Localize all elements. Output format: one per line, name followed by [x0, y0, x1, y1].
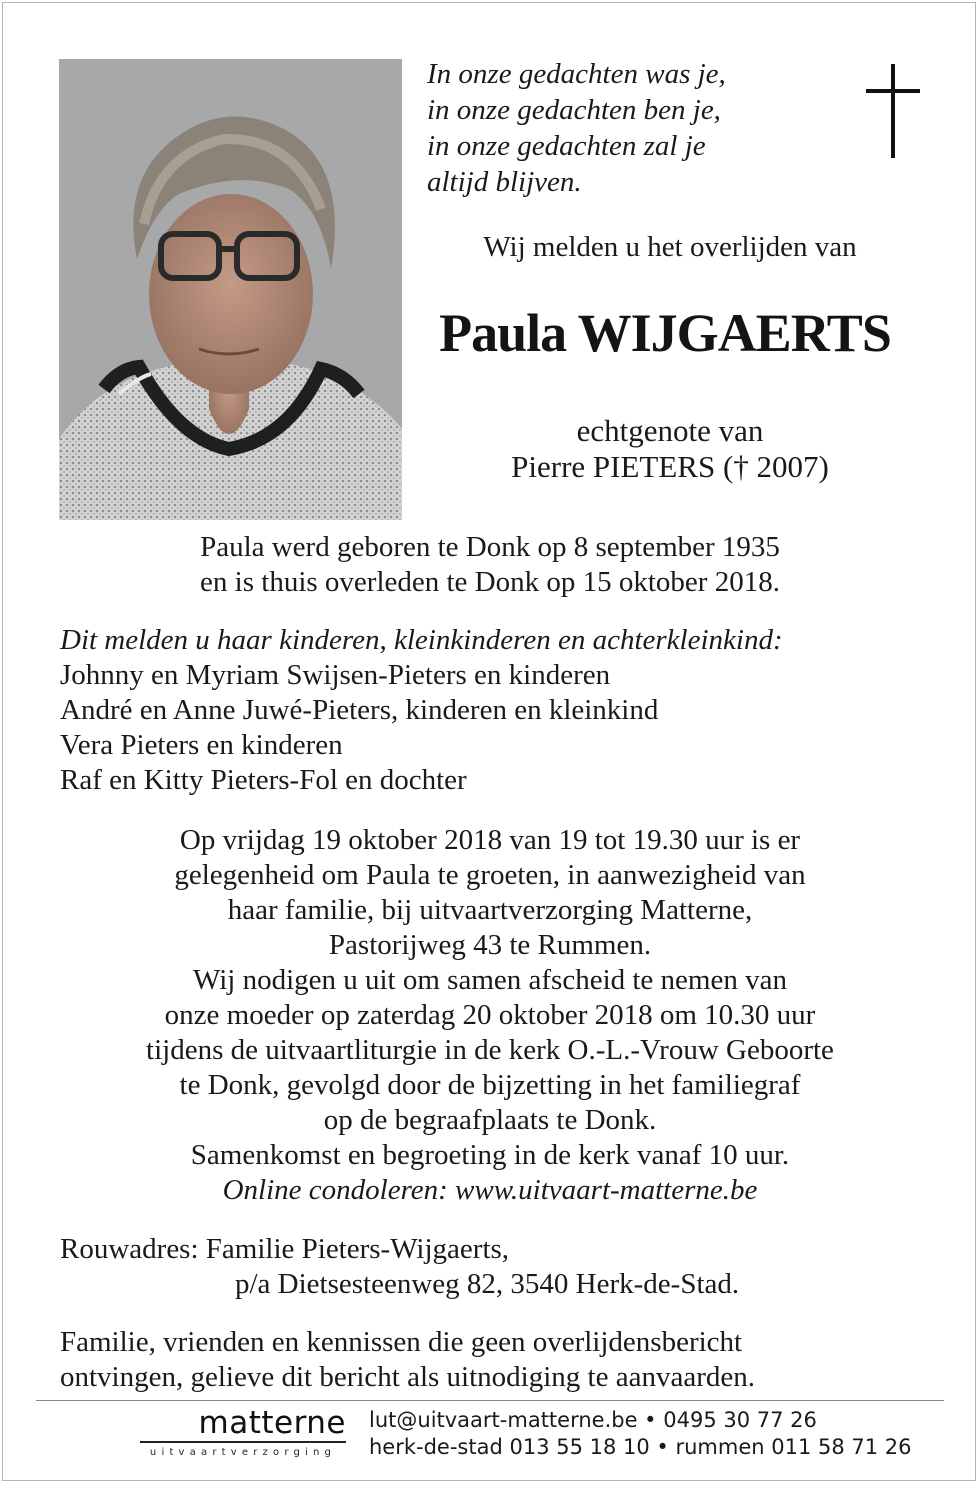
mourning-address-line2: p/a Dietsesteenweg 82, 3540 Herk-de-Stad.	[235, 1268, 740, 1300]
closing-line: ontvingen, gelieve dit bericht als uitnodiging te aanvaarden.	[60, 1361, 755, 1393]
life-dates	[30, 530, 950, 600]
logo-underline	[140, 1441, 346, 1443]
contact-line-offices[interactable]: herk-de-stad 013 55 18 10 • rummen 011 58 71 26	[369, 1435, 912, 1459]
ceremony-line: Wij nodigen u uit om samen afscheid te nemen van	[193, 964, 787, 996]
deceased-name: Paula WIJGAERTS	[439, 303, 891, 363]
contact-line-email-phone[interactable]: lut@uitvaart-matterne.be • 0495 30 77 26	[369, 1408, 817, 1432]
life-dates-line: en is thuis overleden te Donk op 15 oktober 2018.	[200, 566, 780, 598]
ceremony-line: op de begraafplaats te Donk.	[323, 1104, 657, 1136]
spouse-relation: echtgenote van	[576, 413, 764, 448]
spouse-info	[420, 413, 920, 485]
family-member: Johnny en Myriam Swijsen-Pieters en kinderen	[60, 659, 611, 691]
contact-info	[369, 1407, 912, 1461]
ceremony-line: Samenkomst en begroeting in de kerk vanaf 10 uur.	[190, 1139, 790, 1171]
latin-cross-icon	[864, 64, 922, 164]
poem-line: in onze gedachten zal je	[427, 130, 706, 162]
ceremony-line: Op vrijdag 19 oktober 2018 van 19 tot 19.30 uur is er	[179, 824, 801, 856]
ceremony-line: onze moeder op zaterdag 20 oktober 2018 om 10.30 uur	[164, 999, 816, 1031]
life-dates-line: Paula werd geboren te Donk op 8 september 1935	[200, 531, 780, 563]
ceremony-line: gelegenheid om Paula te groeten, in aanwezigheid van	[174, 859, 806, 891]
online-condolence-link[interactable]: Online condoleren: www.uitvaart-matterne.be	[222, 1174, 758, 1206]
mourning-address	[60, 1232, 739, 1302]
family-member: Raf en Kitty Pieters-Fol en dochter	[60, 764, 467, 796]
closing-note	[60, 1325, 755, 1395]
ceremony-line: tijdens de uitvaartliturgie in de kerk O.-L.-Vrouw Geboorte	[146, 1034, 834, 1066]
closing-line: Familie, vrienden en kennissen die geen overlijdensbericht	[60, 1326, 743, 1358]
spouse-name: Pierre PIETERS († 2007)	[511, 449, 829, 484]
funeral-home-logo: matterne	[198, 1405, 346, 1441]
family-list	[60, 623, 783, 798]
footer-divider	[36, 1400, 944, 1401]
family-member: André en Anne Juwé-Pieters, kinderen en kleinkind	[60, 694, 659, 726]
family-member: Vera Pieters en kinderen	[60, 729, 343, 761]
poem-line: In onze gedachten was je,	[427, 58, 726, 90]
mourning-address-line1: Rouwadres: Familie Pieters-Wijgaerts,	[60, 1233, 510, 1265]
ceremony-line: te Donk, gevolgd door de bijzetting in het familiegraf	[179, 1069, 801, 1101]
portrait-photo	[59, 59, 402, 520]
ceremony-line: haar familie, bij uitvaartverzorging Matterne,	[227, 894, 753, 926]
ceremony-line: Pastorijweg 43 te Rummen.	[328, 929, 652, 961]
death-announcement: Wij melden u het overlijden van	[483, 231, 857, 263]
funeral-home-tagline: uitvaartverzorging	[149, 1447, 337, 1458]
ceremony-details	[30, 823, 950, 1208]
memorial-poem	[427, 56, 726, 200]
family-intro: Dit melden u haar kinderen, kleinkinderen en achterkleinkind:	[60, 624, 783, 656]
poem-line: altijd blijven.	[427, 166, 582, 198]
poem-line: in onze gedachten ben je,	[427, 94, 721, 126]
